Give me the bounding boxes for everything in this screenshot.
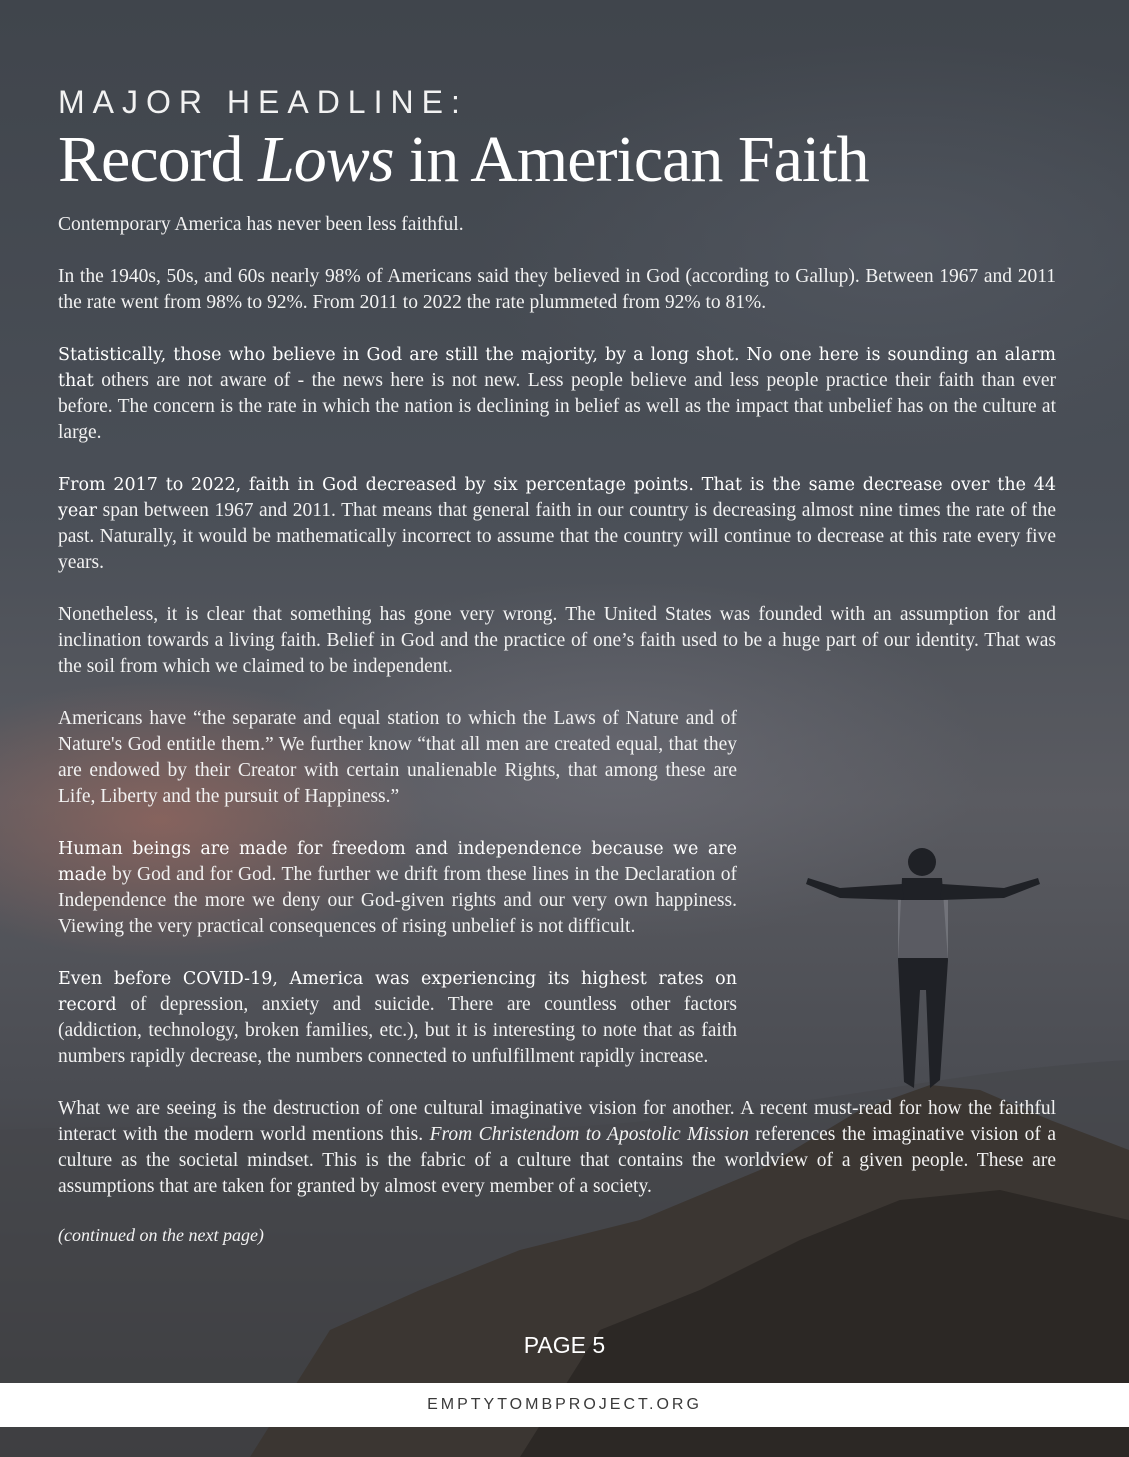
paragraph-8-lead: Even before COVID-19, America was experiencing its highest rates on record	[58, 969, 737, 1015]
title-start: Record	[58, 123, 259, 196]
paragraph-7-lead: Human beings are made for freedom and independence because we are made	[58, 839, 737, 885]
paragraph-4-lead: From 2017 to 2022, faith in God decreased by six percentage points. That is the same decrease over the 44 year	[58, 475, 1056, 521]
paragraph-9-start: What we are seeing is the destruction of one cultural imaginative vision for another. A recent must-read for how the faithful interact with the modern world mentions this.	[58, 1098, 1056, 1145]
footer-website-link[interactable]: EMPTYTOMBPROJECT.ORG	[427, 1396, 702, 1413]
paragraph-5: Nonetheless, it is clear that something has gone very wrong. The United States was founded with an assumption for and inclination towards a living faith. Belief in God and the practice of one’s faith used to be a huge part of our identity. That was the soil from which we claimed to be independent.	[58, 604, 1056, 677]
title-end: in American Faith	[393, 123, 869, 196]
paragraph-2: In the 1940s, 50s, and 60s nearly 98% of Americans said they believed in God (according to Gallup). Between 1967 and 2011 the rate went from 98% to 92%. From 2011 to 2022 the rate plummeted from 92% to 81%.	[58, 266, 1056, 313]
paragraph-7-rest: by God and for God. The further we drift from these lines in the Declaration of Independence the more we deny our God-given rights and our very own happiness. Viewing the very practical consequences of rising unbelief is not difficult.	[58, 864, 737, 937]
page-number: PAGE 5	[523, 1332, 606, 1358]
paragraph-4	[58, 472, 1056, 576]
paragraph-7	[58, 836, 737, 940]
page-title	[58, 124, 1056, 196]
section-kicker: MAJOR HEADLINE:	[58, 84, 468, 120]
continued-note: (continued on the next page)	[58, 1225, 264, 1245]
article	[58, 80, 1056, 1274]
paragraph-9	[58, 1096, 1056, 1200]
paragraph-6: Americans have “the separate and equal station to which the Laws of Nature and of Nature's God entitle them.” We further know “that all men are created equal, that they are endowed by their Creator with certain unalienable Rights, that among these are Life, Liberty and the pursuit of Happiness.”	[58, 708, 737, 807]
paragraph-3-lead: Statistically, those who believe in God are still the majority, by a long shot. No one here is sounding an alarm that	[58, 345, 1056, 391]
paragraph-8-rest: of depression, anxiety and suicide. There are countless other factors (addiction, technology, broken families, etc.), but it is interesting to note that as faith numbers rapidly decrease, the numbers connected to unfulfillment rapidly increase.	[58, 994, 737, 1067]
paragraph-4-rest: span between 1967 and 2011. That means that general faith in our country is decreasing almost nine times the rate of the past. Naturally, it would be mathematically incorrect to assume that the country will continue to decrease at this rate every five years.	[58, 500, 1056, 573]
paragraph-9-end: references the imaginative vision of a culture as the societal mindset. This is the fabric of a culture that contains the worldview of a given people. These are assumptions that are taken for granted by almost every member of a society.	[58, 1124, 1056, 1197]
paragraph-8	[58, 966, 737, 1070]
book-title: From Christendom to Apostolic Mission	[429, 1124, 749, 1145]
paragraph-3-rest: others are not aware of - the news here is not new. Less people believe and less people practice their faith than ever before. The concern is the rate in which the nation is declining in belief as well as the impact that unbelief has on the culture at large.	[58, 370, 1056, 443]
paragraph-3	[58, 342, 1056, 446]
title-italic: Lows	[258, 123, 394, 196]
footer-bar	[0, 1383, 1129, 1427]
paragraph-1: Contemporary America has never been less faithful.	[58, 214, 464, 235]
article-body	[58, 212, 1056, 1248]
